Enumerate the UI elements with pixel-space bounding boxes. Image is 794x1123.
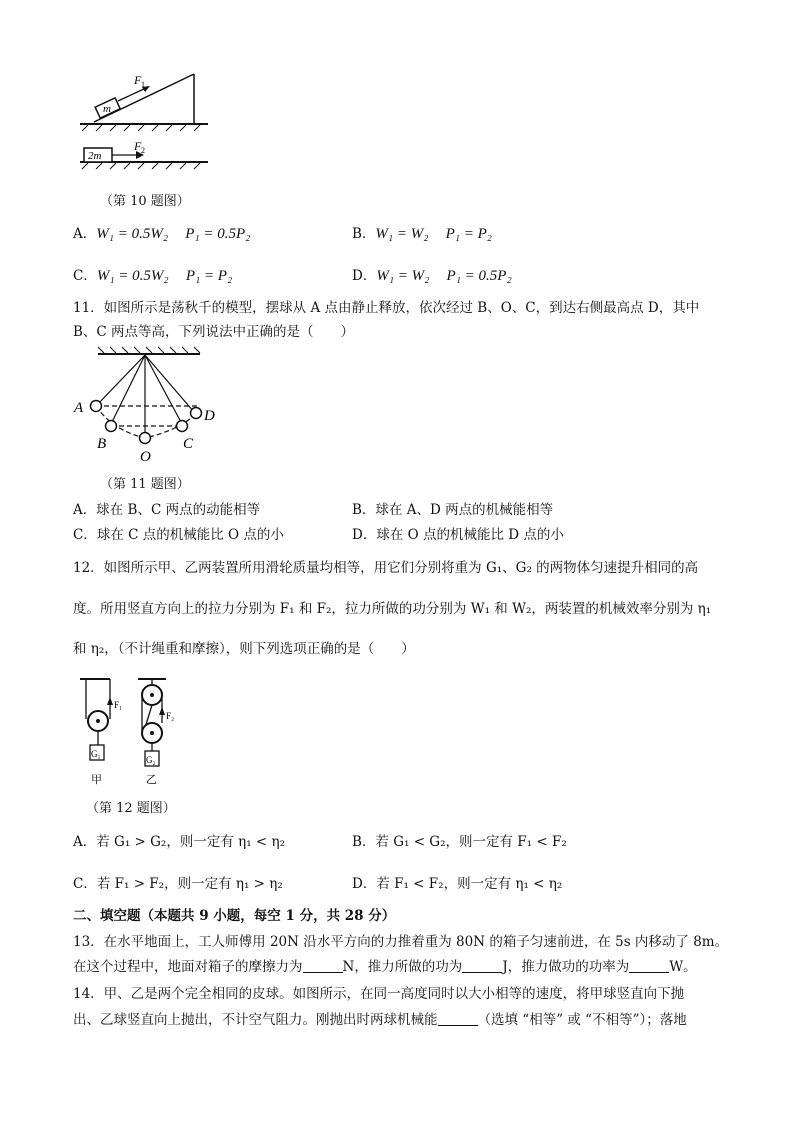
q13-line1: 13．在水平地面上，工人师傅用 20N 沿水平方向的力推着重为 80N 的箱子匀速前进，在 5s 内移动了 8m。 — [73, 934, 729, 950]
point-c-label: C — [183, 436, 194, 452]
q11-option-a[interactable]: A．球在 B、C 两点的动能相等 — [73, 502, 261, 518]
q11-option-b[interactable]: B．球在 A、D 两点的机械能相等 — [352, 502, 554, 518]
point-b-label: B — [97, 436, 107, 452]
q11-option-c[interactable]: C．球在 C 点的机械能比 O 点的小 — [73, 527, 284, 543]
point-d-label: D — [204, 408, 215, 424]
figure-11 — [72, 344, 232, 464]
g1-label: G₁ — [91, 749, 101, 759]
q12-option-c[interactable]: C．若 F₁ > F₂，则一定有 η₁ > η₂ — [73, 876, 283, 892]
q13-blank-friction[interactable] — [303, 958, 343, 973]
force-f1-label: F — [134, 73, 142, 87]
q11-stem: 11．如图所示是荡秋千的模型，摆球从 A 点由静止释放，依次经过 B、O、C，到达右侧最高点 D，其中 B、C 两点等高，下列说法中正确的是（ ） — [73, 300, 700, 340]
q14-line2: 出、乙球竖直向上抛出，不计空气阻力。刚抛出时两球机械能 （选填 “相等” 或 “不相等”）；落地 — [73, 1012, 687, 1028]
yi-label: 乙 — [146, 774, 157, 786]
fig11-caption: （第 11 题图） — [100, 477, 190, 492]
q14-line1: 14．甲、乙是两个完全相同的皮球。如图所示，在同一高度同时以大小相等的速度，将甲球竖直向下抛 — [73, 986, 685, 1002]
q13-line2: 在这个过程中，地面对箱子的摩擦力为 N，推力所做的功为 J，推力做功的功率为 W。 — [73, 959, 697, 975]
force-f2-label: F — [134, 139, 142, 153]
q12-line3: 和 η₂，（不计绳重和摩擦），则下列选项正确的是（ ） — [73, 641, 415, 657]
figure-12 — [74, 673, 194, 791]
figure-10 — [74, 70, 214, 172]
q10-option-b[interactable]: B．W₁ = W₂ P₁ = P₂ — [352, 226, 493, 242]
q12-line1: 12．如图所示甲、乙两装置所用滑轮质量均相等，用它们分别将重为 G₁、G₂ 的两物体匀速提升相同的高 — [73, 560, 699, 576]
block-m-label: m — [103, 103, 111, 115]
q10-option-a[interactable]: A．W₁ = 0.5W₂ P₁ = 0.5P₂ — [73, 226, 251, 242]
q14-blank-energy[interactable] — [438, 1011, 478, 1026]
q12-line2: 度。所用竖直方向上的拉力分别为 F₁ 和 F₂，拉力所做的功分别为 W₁ 和 W₂，两装置的机械效率分别为 η₁ — [73, 601, 712, 617]
point-o-label: O — [140, 449, 151, 464]
force-f2-sub: 2 — [141, 146, 145, 155]
force-f1-sub: 1 — [141, 80, 145, 89]
q10-option-d[interactable]: D．W₁ = W₂ P₁ = 0.5P₂ — [352, 268, 512, 284]
section-title-fill-in: 二、填空题（本题共 9 小题，每空 1 分，共 28 分） — [73, 908, 396, 924]
block-2m-label: 2m — [88, 150, 102, 162]
f1-label: F₁ — [114, 700, 123, 710]
q11-option-d[interactable]: D．球在 O 点的机械能比 D 点的小 — [352, 527, 564, 543]
g2-label: G₂ — [146, 755, 156, 765]
q12-option-a[interactable]: A．若 G₁ > G₂，则一定有 η₁ < η₂ — [73, 834, 286, 850]
point-a-label: A — [74, 400, 84, 416]
fig10-caption: （第 10 题图） — [100, 194, 190, 209]
q13-blank-work[interactable] — [462, 958, 502, 973]
f2-label: F₂ — [166, 711, 175, 721]
q12-option-b[interactable]: B．若 G₁ < G₂，则一定有 F₁ < F₂ — [352, 834, 567, 850]
fig12-caption: （第 12 题图） — [86, 801, 176, 816]
jia-label: 甲 — [91, 774, 102, 786]
q13-blank-power[interactable] — [629, 958, 669, 973]
q12-option-d[interactable]: D．若 F₁ < F₂，则一定有 η₁ < η₂ — [352, 876, 563, 892]
q10-option-c[interactable]: C．W₁ = 0.5W₂ P₁ = P₂ — [73, 268, 233, 284]
